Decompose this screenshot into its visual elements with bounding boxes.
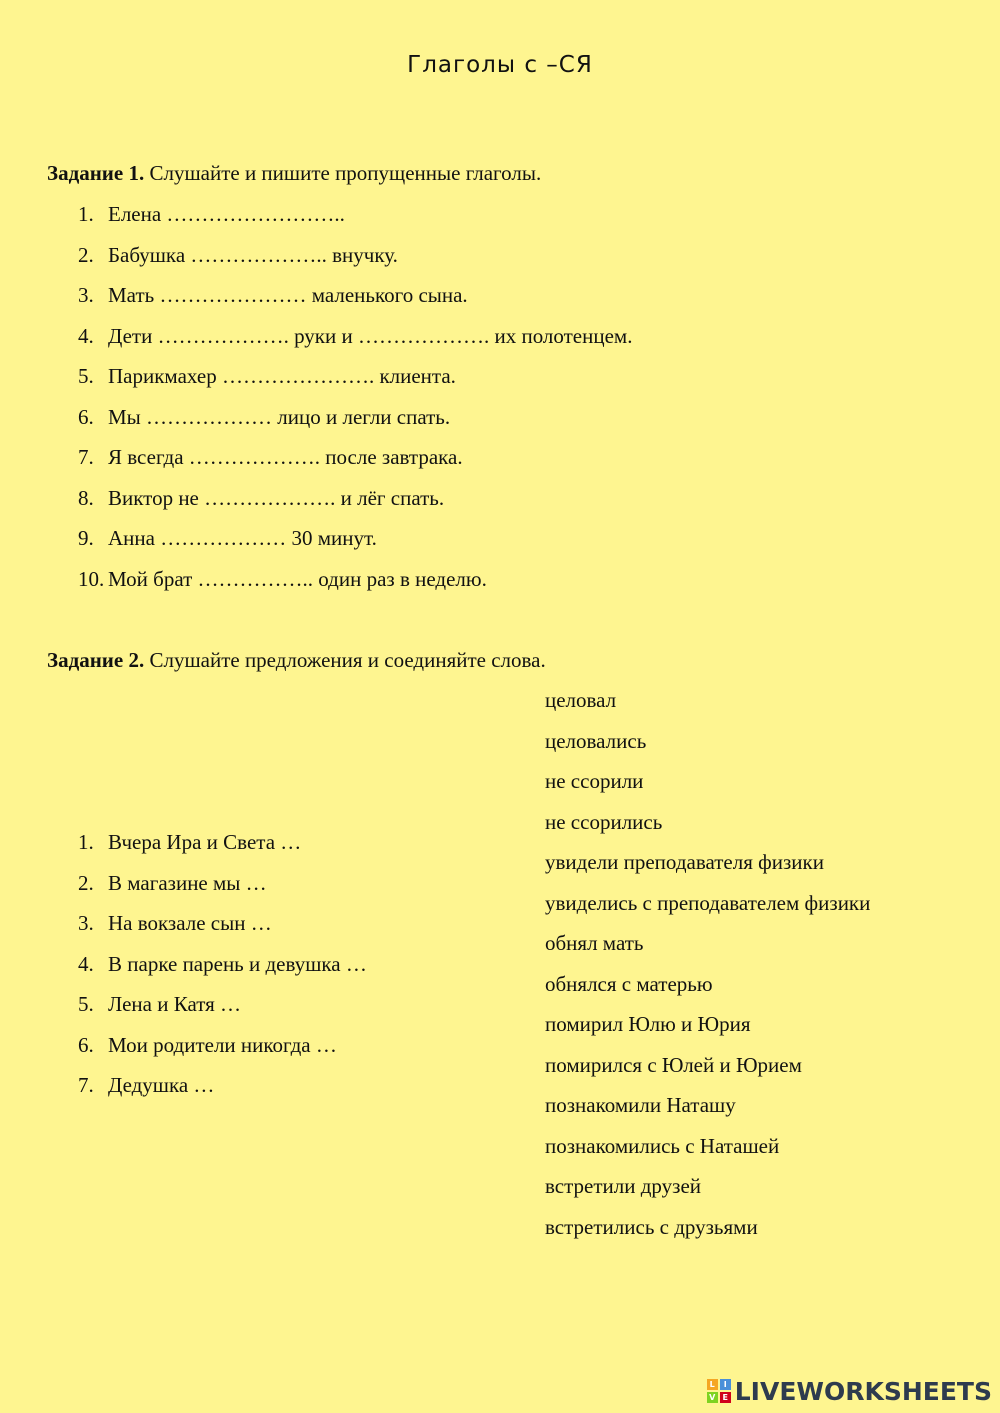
item-number: 5.	[78, 364, 94, 388]
item-text: Мой брат …………….. один раз в неделю.	[108, 566, 487, 591]
word-option: увиделись с преподавателем физики	[545, 890, 871, 915]
task-2-sentence-list	[78, 822, 367, 1106]
item-number: 2.	[78, 870, 94, 895]
item-number: 7.	[78, 445, 94, 469]
word-option: обнялся с матерью	[545, 971, 713, 996]
item-number: 4.	[78, 951, 94, 976]
item-number: 2.	[78, 242, 94, 267]
item-text: Дети ………………. руки и ………………. их полотенцем.	[108, 323, 633, 348]
task-2-heading	[47, 648, 546, 673]
task-1-instruction: Слушайте и пишите пропущенные глаголы.	[144, 161, 542, 185]
item-number: 3.	[78, 283, 94, 307]
task-2-sentence	[78, 984, 367, 1025]
task-1-heading	[47, 161, 541, 186]
task-1-item	[78, 559, 632, 600]
item-text: На вокзале сын …	[108, 911, 272, 935]
item-text: Бабушка ……………….. внучку.	[108, 242, 398, 267]
item-number: 4.	[78, 323, 94, 348]
item-text: Мы ……………… лицо и легли спать.	[108, 404, 451, 429]
word-option: помирился с Юлей и Юрием	[545, 1052, 802, 1077]
item-number: 6.	[78, 404, 94, 429]
word-option: не ссорили	[545, 769, 644, 793]
task-2-instruction: Слушайте предложения и соединяйте слова.	[144, 648, 546, 672]
word-option: познакомились с Наташей	[545, 1133, 780, 1158]
item-number: 8.	[78, 485, 94, 510]
task-2-sentence	[78, 822, 367, 863]
logo-mark-icon: L I V E	[707, 1379, 731, 1403]
word-option: встретились с друзьями	[545, 1214, 758, 1239]
item-text: В магазине мы …	[108, 870, 267, 895]
liveworksheets-logo	[707, 1375, 992, 1407]
item-number: 1.	[78, 830, 94, 854]
task-2-sentence	[78, 1025, 367, 1066]
item-text: Дедушка …	[108, 1073, 215, 1097]
word-option: целовал	[545, 688, 617, 712]
task-2-sentence	[78, 1065, 367, 1106]
item-text: Я всегда ………………. после завтрака.	[108, 445, 463, 469]
word-option: увидели преподавателя физики	[545, 850, 824, 874]
task-1-item	[78, 478, 632, 519]
item-number: 1.	[78, 202, 94, 226]
word-option: целовались	[545, 728, 647, 753]
task-2-word-list	[545, 680, 870, 1247]
item-text: В парке парень и девушка …	[108, 951, 367, 976]
task-1-item	[78, 356, 632, 397]
item-text: Виктор не ………………. и лёг спать.	[108, 485, 445, 510]
item-number: 10.	[78, 566, 105, 591]
task-1-item	[78, 437, 632, 478]
item-text: Елена ……………………..	[108, 202, 345, 226]
task-2-label: Задание 2.	[47, 648, 145, 672]
task-1-label: Задание 1.	[47, 161, 145, 185]
item-text: Вчера Ира и Света …	[108, 830, 302, 854]
task-2-sentence	[78, 863, 367, 904]
item-number: 3.	[78, 911, 94, 935]
word-option: не ссорились	[545, 809, 663, 834]
task-1-item	[78, 397, 632, 438]
task-1-list	[78, 194, 632, 599]
task-1-item	[78, 316, 632, 357]
item-text: Мои родители никогда …	[108, 1032, 337, 1057]
item-number: 6.	[78, 1032, 94, 1057]
item-number: 9.	[78, 526, 94, 550]
word-option: помирил Юлю и Юрия	[545, 1012, 751, 1036]
task-1-item	[78, 194, 632, 235]
item-text: Анна ……………… 30 минут.	[108, 526, 377, 550]
logo-text: LIVEWORKSHEETS	[734, 1376, 992, 1406]
task-1-item	[78, 235, 632, 276]
task-1-item	[78, 275, 632, 316]
task-1-item	[78, 518, 632, 559]
item-text: Парикмахер …………………. клиента.	[108, 364, 456, 388]
item-number: 7.	[78, 1073, 94, 1097]
item-text: Лена и Катя …	[108, 992, 242, 1016]
item-text: Мать ………………… маленького сына.	[108, 283, 468, 307]
word-option: познакомили Наташу	[545, 1093, 736, 1117]
task-2-sentence	[78, 944, 367, 985]
word-option: обнял мать	[545, 931, 644, 955]
page-title: Глаголы с –СЯ	[407, 52, 593, 78]
item-number: 5.	[78, 992, 94, 1016]
word-option: встретили друзей	[545, 1174, 702, 1198]
task-2-sentence	[78, 903, 367, 944]
